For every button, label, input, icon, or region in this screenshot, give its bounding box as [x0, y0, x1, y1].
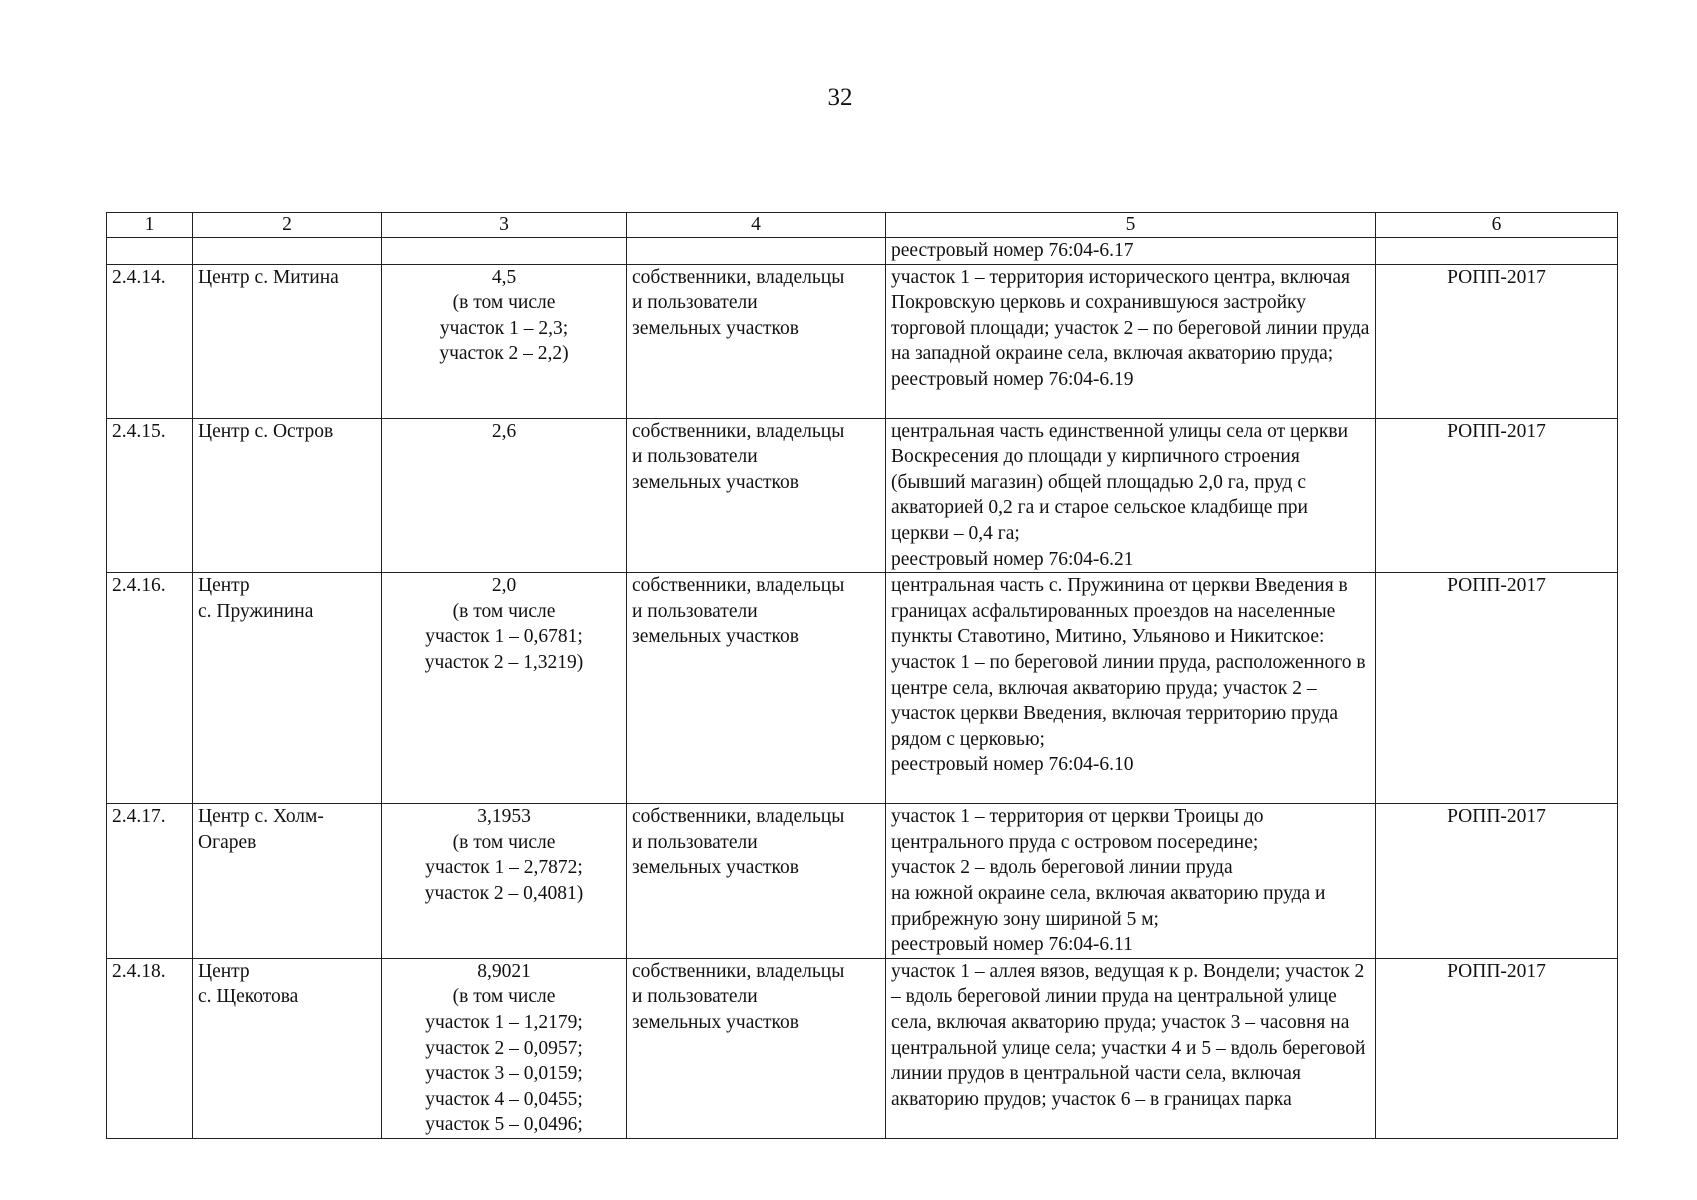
continuation-row [107, 238, 1618, 265]
table-row [107, 573, 1618, 804]
cell-owners: собственники, владельцы и пользователи земельных участков [627, 958, 886, 1138]
cell-description: участок 1 – территория от церкви Троицы до центрального пруда с островом посередине; участок 2 – вдоль береговой линии пруда на южной окраине села, включая акваторию пруда и прибрежную зону шириной 5 м; реестровый номер 76:04-6.11 [886, 804, 1376, 959]
cell-owners: собственники, владельцы и пользователи земельных участков [627, 804, 886, 959]
table-row [107, 958, 1618, 1138]
cell-owners: собственники, владельцы и пользователи земельных участков [627, 264, 886, 418]
cell-source: РОПП-2017 [1376, 264, 1618, 418]
cell-description: реестровый номер 76:04-6.17 [886, 238, 1376, 265]
column-number: 2 [193, 213, 382, 238]
column-number: 3 [382, 213, 627, 238]
cell-area: 2,0 (в том числе участок 1 – 0,6781; участок 2 – 1,3219) [382, 573, 627, 804]
column-number-row [107, 213, 1618, 238]
column-number: 6 [1376, 213, 1618, 238]
cell-number: 2.4.18. [107, 958, 193, 1138]
cell-number: 2.4.16. [107, 573, 193, 804]
cell-area [382, 238, 627, 265]
cell-name [193, 238, 382, 265]
cell-area: 8,9021 (в том числе участок 1 – 1,2179; участок 2 – 0,0957; участок 3 – 0,0159; участок 4 – 0,0455; участок 5 – 0,0496; [382, 958, 627, 1138]
cell-name: Центр с. Щекотова [193, 958, 382, 1138]
cell-owners: собственники, владельцы и пользователи земельных участков [627, 418, 886, 573]
column-number: 1 [107, 213, 193, 238]
cell-owners [627, 238, 886, 265]
cell-number [107, 238, 193, 265]
cell-name: Центр с. Остров [193, 418, 382, 573]
column-number: 4 [627, 213, 886, 238]
column-number: 5 [886, 213, 1376, 238]
table-row [107, 264, 1618, 418]
cell-area: 2,6 [382, 418, 627, 573]
cell-source: РОПП-2017 [1376, 573, 1618, 804]
cell-source [1376, 238, 1618, 265]
page-number: 32 [827, 84, 853, 111]
cell-area: 3,1953 (в том числе участок 1 – 2,7872; участок 2 – 0,4081) [382, 804, 627, 959]
data-table [106, 212, 1618, 1139]
cell-owners: собственники, владельцы и пользователи земельных участков [627, 573, 886, 804]
cell-name: Центр с. Холм-Огарев [193, 804, 382, 959]
cell-description: участок 1 – территория исторического центра, включая Покровскую церковь и сохранившуюся застройку торговой площади; участок 2 – по береговой линии пруда на западной окраине села, включая акваторию пруда; реестровый номер 76:04-6.19 [886, 264, 1376, 418]
cell-number: 2.4.17. [107, 804, 193, 959]
cell-number: 2.4.15. [107, 418, 193, 573]
table-row [107, 804, 1618, 959]
cell-source: РОПП-2017 [1376, 418, 1618, 573]
cell-description: центральная часть с. Пружинина от церкви Введения в границах асфальтированных проездов на населенные пункты Ставотино, Митино, Ульяново и Никитское: участок 1 – по береговой линии пруда, расположенного в центре села, включая акваторию пруда; участок 2 – участок церкви Введения, включая территорию пруда рядом с церковью; реестровый номер 76:04-6.10 [886, 573, 1376, 804]
cell-source: РОПП-2017 [1376, 804, 1618, 959]
cell-area: 4,5 (в том числе участок 1 – 2,3; участок 2 – 2,2) [382, 264, 627, 418]
cell-number: 2.4.14. [107, 264, 193, 418]
cell-description: участок 1 – аллея вязов, ведущая к р. Вондели; участок 2 – вдоль береговой линии пруда на центральной улице села, включая акваторию пруда; участок 3 – часовня на центральной улице села; участки 4 и 5 – вдоль береговой линии прудов в центральной части села, включая акваторию прудов; участок 6 – в границах парка [886, 958, 1376, 1138]
table-row [107, 418, 1618, 573]
cell-name: Центр с. Пружинина [193, 573, 382, 804]
cell-source: РОПП-2017 [1376, 958, 1618, 1138]
cell-description: центральная часть единственной улицы села от церкви Воскресения до площади у кирпичного строения (бывший магазин) общей площадью 2,0 га, пруд с акваторией 0,2 га и старое сельское кладбище при церкви – 0,4 га; реестровый номер 76:04-6.21 [886, 418, 1376, 573]
cell-name: Центр с. Митина [193, 264, 382, 418]
